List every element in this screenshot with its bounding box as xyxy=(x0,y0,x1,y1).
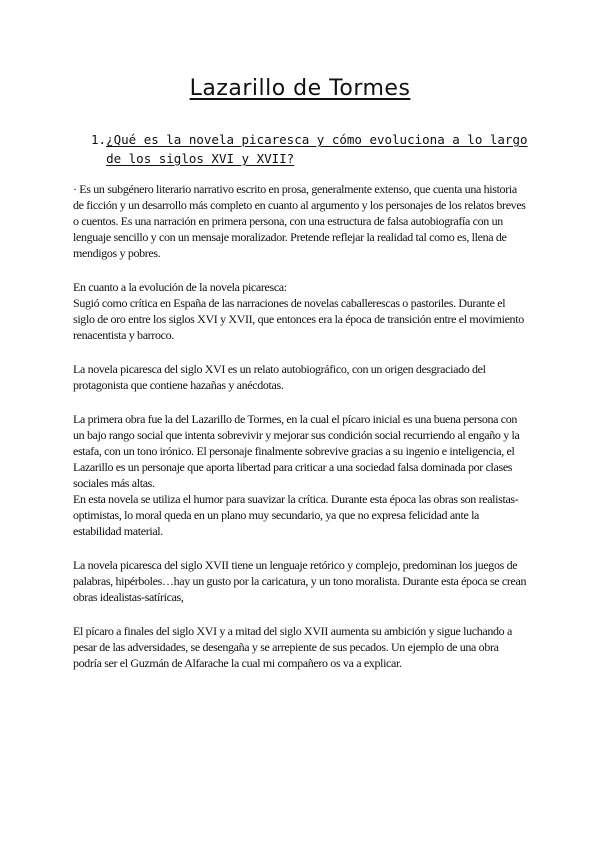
paragraph-definition: · Es un subgénero literario narrativo escrito en prosa, generalmente extenso, que cuenta una historia de ficción y un desarrollo más completo en cuanto al argumento y los personajes de los relatos breves o cuentos. Es una narración en primera persona, con una estructura de falsa autobiografía con un lenguaje sencillo y con un mensaje moralizador. Pretende reflejar la realidad tal como es, llena de mendigos y pobres. xyxy=(73,182,526,260)
document-body xyxy=(73,181,528,689)
paragraph-picaro: El pícaro a finales del siglo XVI y a mitad del siglo XVII aumenta su ambición y sigue luchando a pesar de las adversidades, se desengaña y se arrepiente de sus pecados. Un ejemplo de una obra podría ser el Guzmán de Alfarache la cual mi compañero os va a explicar. xyxy=(73,624,512,670)
paragraph-humor: En esta novela se utiliza el humor para suavizar la crítica. Durante esta época las obras son realistas-optimistas, lo moral queda en un plano muy secundario, ya que no expresa felicidad ante la estabilidad material. xyxy=(73,492,519,538)
question-number: 1. xyxy=(91,132,107,147)
paragraph-siglo-xvii: La novela picaresca del siglo XVII tiene un lenguaje retórico y complejo, predominan los juegos de palabras, hipérboles…hay un gusto por la caricatura, y un tono moralista. Durante esta época se crean obras idealistas-satíricas, xyxy=(73,558,527,604)
paragraph-siglo-xvi: La novela picaresca del siglo XVI es un relato autobiográfico, con un origen desgraciado del protagonista que contiene hazañas y anécdotas. xyxy=(73,362,486,392)
paragraph-lazarillo: La primera obra fue la del Lazarillo de Tormes, en la cual el pícaro inicial es una buena persona con un bajo rango social que intenta sobrevivir y mejorar sus condición social recurriendo al engaño y la estafa, con un tono irónico. El personaje finalmente sobrevive gracias a su ingenio e inteligencia, el Lazarillo es un personaje que aporta libertad para criticar a una sociedad falsa dominada por clases sociales más altas. xyxy=(73,412,520,490)
question-heading xyxy=(91,130,541,168)
document-title: Lazarillo de Tormes xyxy=(189,76,411,101)
question-text: ¿Qué es la novela picaresca y cómo evoluciona a lo largo de los siglos XVI y XVII? xyxy=(106,132,528,166)
paragraph-evolution-intro: En cuanto a la evolución de la novela picaresca: xyxy=(73,280,287,294)
paragraph-origin: Sugió como crítica en España de las narraciones de novelas caballerescas o pastoriles. Durante el siglo de oro entre los siglos XVI y XVII, que entonces era la época de transición entre el movimiento renacentista y barroco. xyxy=(73,296,524,342)
